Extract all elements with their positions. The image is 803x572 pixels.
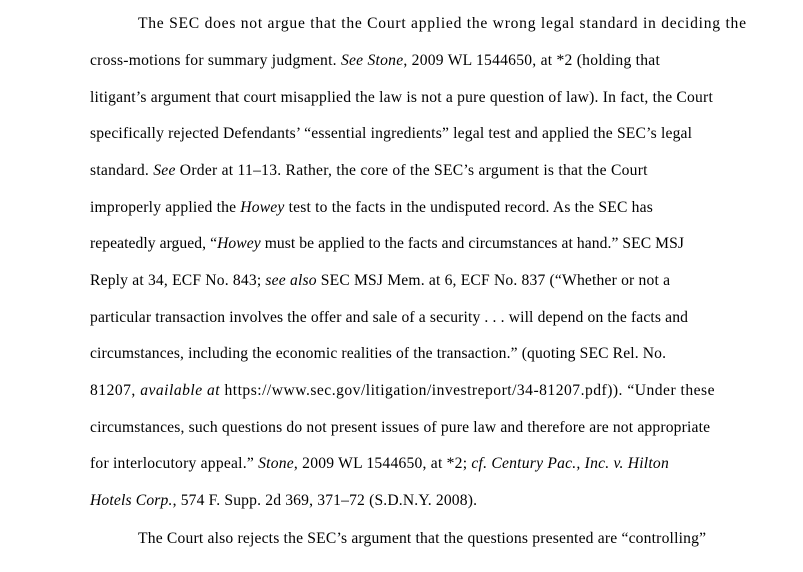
text-run: must be applied to the facts and circumstances at hand.” SEC MSJ: [260, 235, 684, 252]
italic-citation-text: See Stone: [340, 52, 404, 69]
body-text-line: [90, 344, 666, 364]
body-text-line: [90, 271, 670, 291]
text-run: litigant’s argument that court misapplied the law is not a pure question of law). In fact, the Court: [90, 89, 713, 106]
body-text-line: [90, 381, 715, 401]
text-run: , 2009 WL 1544650, at *2;: [293, 455, 472, 472]
text-run: circumstances, such questions do not present issues of pure law and therefore are not appropriate: [90, 419, 711, 436]
body-text-line: [90, 308, 688, 328]
text-run: improperly applied the: [90, 199, 241, 216]
text-run: Order at 11–13. Rather, the core of the SEC’s argument is that the Court: [175, 162, 648, 179]
text-run: standard.: [90, 162, 154, 179]
text-run: repeatedly argued, “: [90, 235, 218, 252]
body-text-line: [90, 418, 710, 438]
text-run: , 2009 WL 1544650, at *2 (holding that: [403, 52, 661, 69]
body-text-line: [90, 198, 653, 218]
italic-citation-text: See: [153, 162, 176, 179]
italic-citation-text: Howey: [217, 235, 261, 252]
text-run: particular transaction involves the offer and sale of a security . . . will depend on the facts and: [90, 309, 689, 326]
body-text-line: [90, 51, 660, 71]
italic-citation-text: see also: [265, 272, 317, 289]
text-run: Reply at 34, ECF No. 843;: [90, 272, 266, 289]
body-text-line: [138, 14, 747, 34]
italic-citation-text: cf. Century Pac., Inc. v. Hilton: [471, 455, 669, 472]
text-run: The SEC does not argue that the Court applied the wrong legal standard in deciding the: [138, 15, 747, 32]
text-run: SEC MSJ Mem. at 6, ECF No. 837 (“Whether or not a: [316, 272, 671, 289]
italic-citation-text: Howey: [240, 199, 285, 216]
text-run: , 574 F. Supp. 2d 369, 371–72 (S.D.N.Y. 2008).: [172, 492, 478, 509]
text-run: test to the facts in the undisputed record. As the SEC has: [284, 199, 653, 216]
italic-citation-text: available at: [140, 382, 221, 399]
text-run: specifically rejected Defendants’ “essential ingredients” legal test and applied the SEC’s legal: [90, 125, 693, 142]
body-text-line: [90, 161, 648, 181]
body-text-line-next-paragraph: [138, 529, 706, 549]
text-run: for interlocutory appeal.”: [90, 455, 259, 472]
body-text-line: [90, 234, 684, 254]
italic-citation-text: Stone: [258, 455, 294, 472]
text-run: 81207,: [90, 382, 141, 399]
body-text-line: [90, 491, 477, 511]
text-run: cross-motions for summary judgment.: [90, 52, 341, 69]
italic-citation-text: Hotels Corp.: [90, 492, 173, 509]
text-run: The Court also rejects the SEC’s argument that the questions presented are “controlling”: [138, 530, 707, 547]
body-text-line: [90, 124, 692, 144]
body-text-line: [90, 454, 669, 474]
text-run: https://www.sec.gov/litigation/investreport/34-81207.pdf)). “Under these: [220, 382, 716, 399]
body-text-line: [90, 88, 713, 108]
text-run: circumstances, including the economic realities of the transaction.” (quoting SEC Rel. No.: [90, 345, 667, 362]
